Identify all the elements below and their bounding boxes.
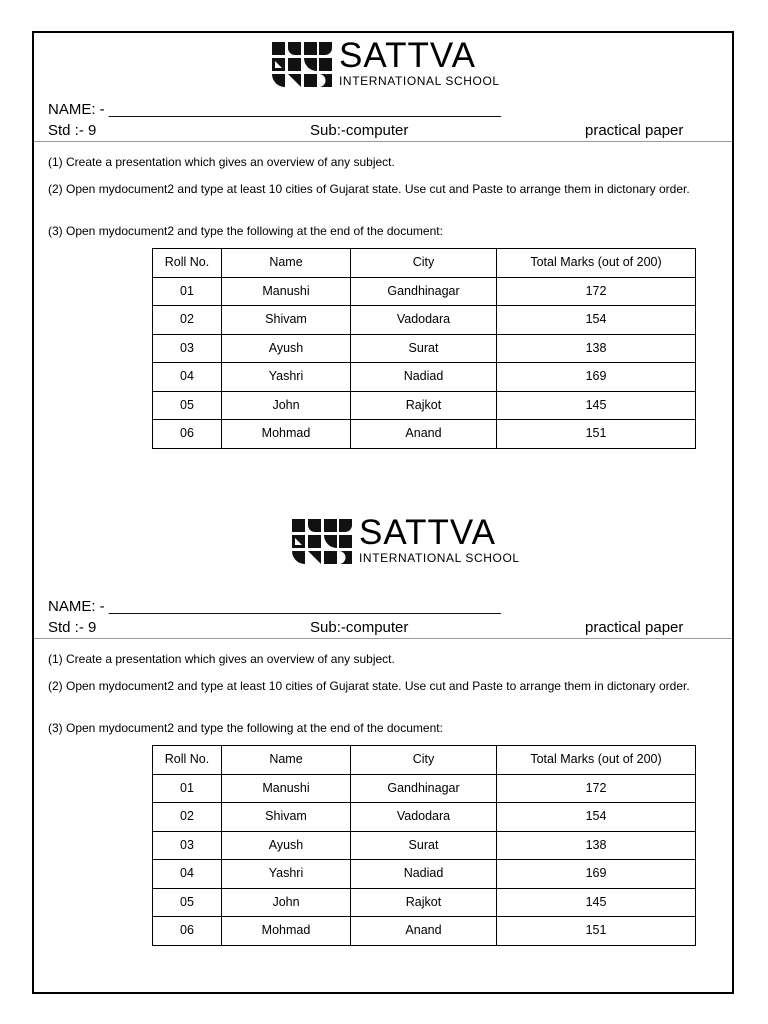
student-name-line: NAME: - _______________________________________________ bbox=[48, 598, 501, 615]
column-header: Roll No. bbox=[153, 746, 222, 775]
column-header: Total Marks (out of 200) bbox=[497, 746, 696, 775]
roll-no-cell: 06 bbox=[153, 420, 222, 449]
marks-table bbox=[152, 745, 696, 946]
name-cell: Mohmad bbox=[222, 420, 351, 449]
roll-no-cell: 04 bbox=[153, 860, 222, 889]
roll-no-cell: 04 bbox=[153, 363, 222, 392]
subject-label: Sub:-computer bbox=[310, 619, 409, 636]
paper-type-label: practical paper bbox=[585, 619, 684, 636]
name-cell: Ayush bbox=[222, 831, 351, 860]
paper-type-label: practical paper bbox=[585, 122, 684, 139]
question-2: (2) Open mydocument2 and type at least 10 cities of Gujarat state. Use cut and Paste to arrange them in dictonary order. bbox=[48, 679, 690, 693]
table-row bbox=[153, 888, 696, 917]
table-header-row bbox=[153, 249, 696, 278]
table-row bbox=[153, 831, 696, 860]
question-paper-2 bbox=[34, 513, 732, 990]
name-cell: Ayush bbox=[222, 334, 351, 363]
roll-no-cell: 06 bbox=[153, 917, 222, 946]
roll-no-cell: 05 bbox=[153, 391, 222, 420]
question-paper-1 bbox=[34, 33, 732, 513]
name-cell: Shivam bbox=[222, 306, 351, 335]
table-row bbox=[153, 391, 696, 420]
marks-cell: 138 bbox=[497, 831, 696, 860]
city-cell: Rajkot bbox=[351, 391, 497, 420]
page-border bbox=[32, 31, 734, 994]
marks-cell: 172 bbox=[497, 774, 696, 803]
marks-cell: 169 bbox=[497, 860, 696, 889]
table-header-row bbox=[153, 746, 696, 775]
name-cell: Yashri bbox=[222, 363, 351, 392]
marks-cell: 154 bbox=[497, 803, 696, 832]
logo-subtitle: INTERNATIONAL SCHOOL bbox=[359, 551, 520, 565]
marks-cell: 151 bbox=[497, 420, 696, 449]
marks-cell: 154 bbox=[497, 306, 696, 335]
name-cell: John bbox=[222, 391, 351, 420]
column-header: City bbox=[351, 249, 497, 278]
column-header: City bbox=[351, 746, 497, 775]
column-header: Name bbox=[222, 746, 351, 775]
question-3: (3) Open mydocument2 and type the following at the end of the document: bbox=[48, 721, 443, 735]
question-1: (1) Create a presentation which gives an overview of any subject. bbox=[48, 652, 395, 666]
question-1: (1) Create a presentation which gives an overview of any subject. bbox=[48, 155, 395, 169]
header-divider bbox=[34, 638, 732, 639]
table-row bbox=[153, 917, 696, 946]
city-cell: Anand bbox=[351, 420, 497, 449]
marks-cell: 172 bbox=[497, 277, 696, 306]
logo-name: SATTVA bbox=[339, 36, 476, 75]
roll-no-cell: 02 bbox=[153, 803, 222, 832]
city-cell: Vadodara bbox=[351, 306, 497, 335]
city-cell: Surat bbox=[351, 831, 497, 860]
marks-cell: 138 bbox=[497, 334, 696, 363]
roll-no-cell: 02 bbox=[153, 306, 222, 335]
marks-cell: 151 bbox=[497, 917, 696, 946]
column-header: Total Marks (out of 200) bbox=[497, 249, 696, 278]
school-logo bbox=[272, 36, 500, 88]
roll-no-cell: 01 bbox=[153, 774, 222, 803]
marks-table bbox=[152, 248, 696, 449]
header-divider bbox=[34, 141, 732, 142]
sattva-emblem-icon bbox=[272, 41, 332, 87]
name-cell: Manushi bbox=[222, 774, 351, 803]
table-row bbox=[153, 277, 696, 306]
question-2: (2) Open mydocument2 and type at least 10 cities of Gujarat state. Use cut and Paste to arrange them in dictonary order. bbox=[48, 182, 690, 196]
marks-cell: 145 bbox=[497, 888, 696, 917]
roll-no-cell: 03 bbox=[153, 831, 222, 860]
city-cell: Gandhinagar bbox=[351, 774, 497, 803]
roll-no-cell: 01 bbox=[153, 277, 222, 306]
table-row bbox=[153, 334, 696, 363]
table-row bbox=[153, 803, 696, 832]
name-cell: Yashri bbox=[222, 860, 351, 889]
student-name-line: NAME: - _______________________________________________ bbox=[48, 101, 501, 118]
logo-subtitle: INTERNATIONAL SCHOOL bbox=[339, 74, 500, 88]
city-cell: Rajkot bbox=[351, 888, 497, 917]
city-cell: Nadiad bbox=[351, 860, 497, 889]
standard-label: Std :- 9 bbox=[48, 619, 97, 636]
name-cell: Manushi bbox=[222, 277, 351, 306]
marks-cell: 169 bbox=[497, 363, 696, 392]
column-header: Name bbox=[222, 249, 351, 278]
roll-no-cell: 03 bbox=[153, 334, 222, 363]
city-cell: Surat bbox=[351, 334, 497, 363]
sattva-emblem-icon bbox=[292, 518, 352, 564]
city-cell: Anand bbox=[351, 917, 497, 946]
column-header: Roll No. bbox=[153, 249, 222, 278]
city-cell: Nadiad bbox=[351, 363, 497, 392]
table-row bbox=[153, 774, 696, 803]
table-row bbox=[153, 860, 696, 889]
table-row bbox=[153, 420, 696, 449]
city-cell: Gandhinagar bbox=[351, 277, 497, 306]
subject-label: Sub:-computer bbox=[310, 122, 409, 139]
school-logo bbox=[292, 513, 520, 565]
name-cell: Shivam bbox=[222, 803, 351, 832]
roll-no-cell: 05 bbox=[153, 888, 222, 917]
standard-label: Std :- 9 bbox=[48, 122, 97, 139]
marks-cell: 145 bbox=[497, 391, 696, 420]
table-row bbox=[153, 363, 696, 392]
name-cell: Mohmad bbox=[222, 917, 351, 946]
table-row bbox=[153, 306, 696, 335]
name-cell: John bbox=[222, 888, 351, 917]
city-cell: Vadodara bbox=[351, 803, 497, 832]
logo-name: SATTVA bbox=[359, 513, 496, 552]
question-3: (3) Open mydocument2 and type the following at the end of the document: bbox=[48, 224, 443, 238]
